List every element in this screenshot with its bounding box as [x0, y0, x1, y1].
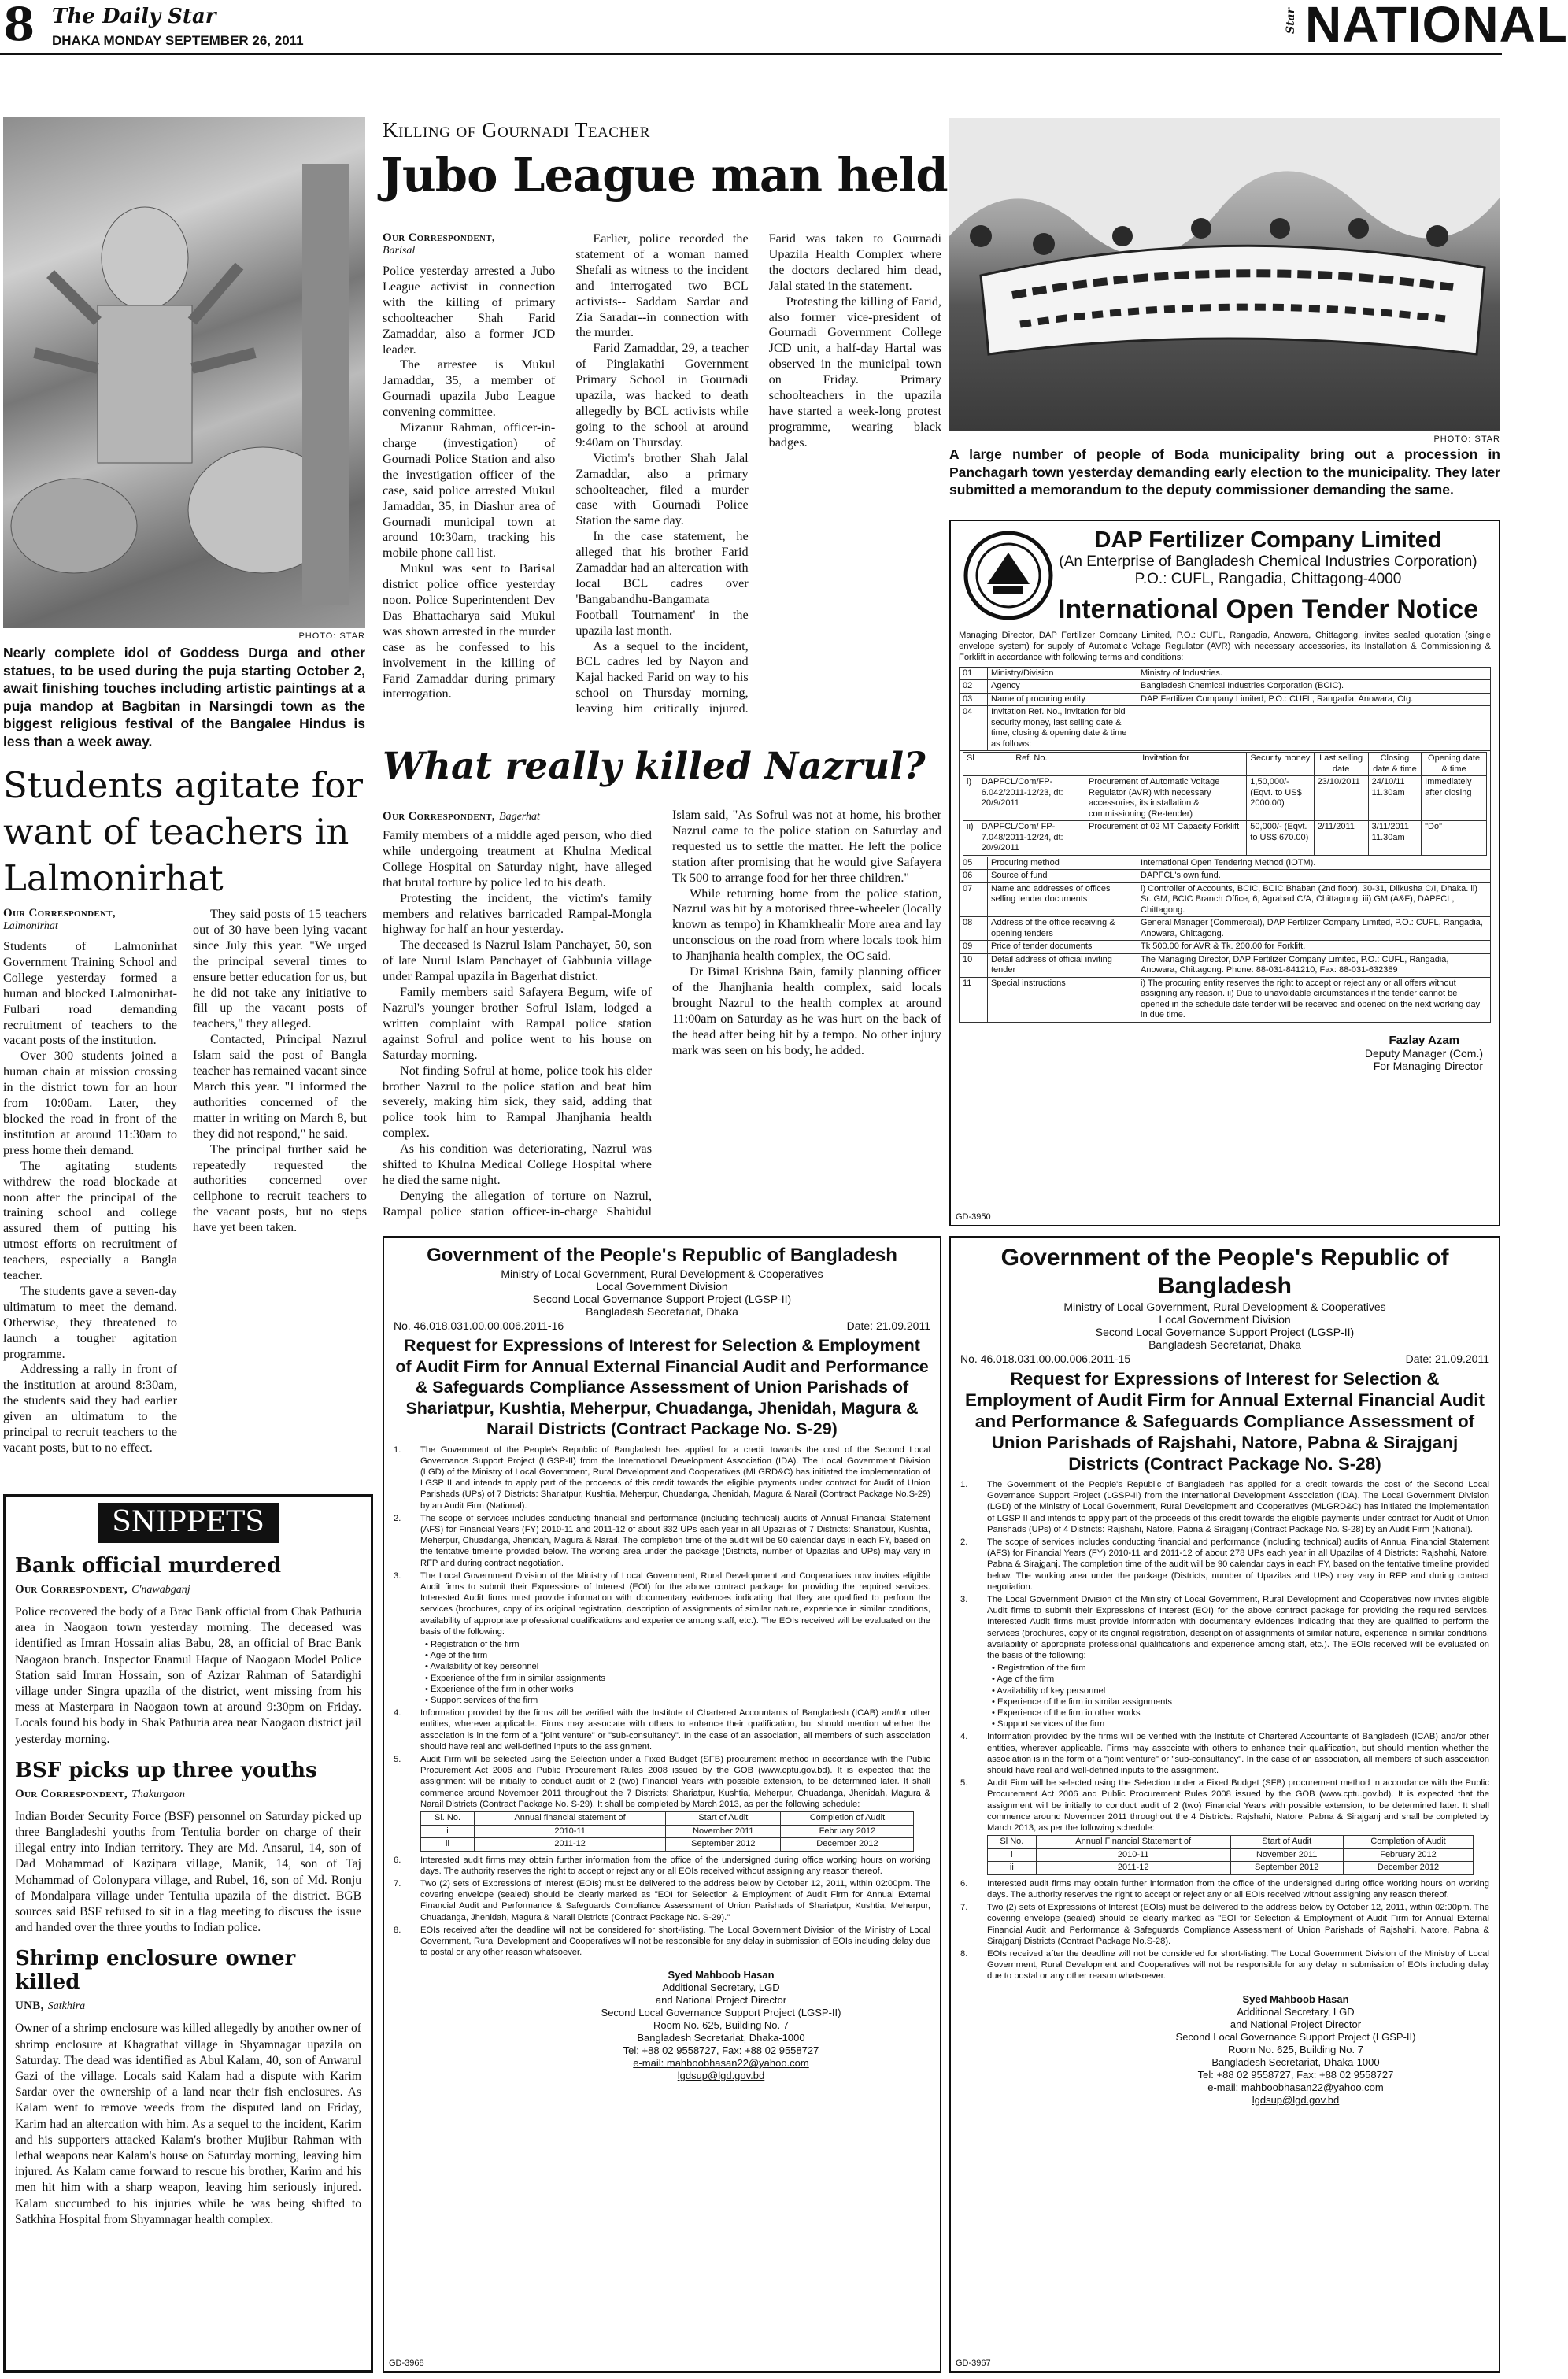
ad-schedule-table	[987, 1835, 1474, 1875]
durga-idol-illustration	[3, 117, 365, 628]
clause-number: 2.	[960, 1537, 968, 1548]
inner-table-cell	[960, 751, 1491, 857]
dap-sig-title1: Deputy Manager (Com.)	[1364, 1046, 1483, 1060]
paragraph: While returning home from the police station, Nazrul was hit by a motorised three-wheeler (locally known as tempo) in Khamkhealir More area and lay unconscious on the road from where locals took him to Jhanjhania health complex, the OC said.	[672, 886, 941, 964]
table-cell: Procurement of 02 MT Capacity Forklift	[1085, 821, 1247, 856]
criteria-item: • Support services of the firm	[992, 1719, 1105, 1730]
dap-subtitle: (An Enterprise of Bangladesh Chemical Industries Corporation)	[1059, 553, 1477, 570]
nazrul-story	[383, 808, 941, 1234]
ad-project: Second Local Governance Support Project (LGSP-II)	[1095, 1326, 1355, 1338]
paragraph: Addressing a rally in front of the institution at around 8:30am, the students said they had earlier given an ultimatum to the principal to recruit teachers to the vacant posts, but to no effect.	[3, 1362, 177, 1455]
table-row	[960, 857, 1491, 870]
table-row	[960, 941, 1491, 954]
clause-number: 4.	[960, 1732, 968, 1742]
clause-number: 8.	[960, 1949, 968, 1959]
clause-number: 1.	[394, 1445, 401, 1455]
row-number: 05	[960, 857, 988, 870]
header-cell: Sl. No.	[421, 1812, 475, 1826]
ad-division: Local Government Division	[596, 1280, 728, 1293]
paragraph: The principal further said he repeatedly requested the authorities concerned over cellphone to recruit teachers to the vacant posts, but no steps have yet been taken.	[193, 1141, 367, 1235]
row-number: 09	[960, 941, 988, 954]
snippet-byline-line	[15, 1997, 361, 2013]
row-label: Price of tender documents	[988, 941, 1137, 954]
table-row	[960, 870, 1491, 883]
paragraph: Farid Zamaddar, 29, a teacher of Pinglakathi Government Primary School in Gournadi upazila, was hacked to death allegedly by BCL activists while going to the school at around 9:40am on Thursday.	[575, 341, 749, 450]
signature-line: Second Local Governance Support Project (LGSP-II)	[601, 2007, 841, 2019]
durga-idol-photo	[3, 117, 365, 628]
ad-clause	[394, 1855, 930, 1877]
clause-text: The Government of the People's Republic of Bangladesh has applied for a credit towards the cost of the Second Local Governance Support Project (LGSP-II) from the International Development Association (IDA). The Local Government Division (LGD) of the Ministry of Local Government, Rural Development and Cooperatives (MLGRD&C) has initiated the implementation of LGSP II and intends to apply part of the proceeds of this credit towards the eligible payments under contract for Audit of Union Parishads (UPs) of 7 Districts: Shariatpur, Kushtia, Meherpur, Chuadanga, Jhenidah, Magura & Narail (Contract Package No.S-29) by an Audit Firm (National).	[420, 1445, 930, 1511]
signature-line: e-mail: mahboobhasan22@yahoo.com	[1207, 2081, 1384, 2093]
header-cell: Start of Audit	[1230, 1836, 1343, 1849]
ad-secretariat: Bangladesh Secretariat, Dhaka	[1148, 1338, 1301, 1351]
table-header	[988, 1836, 1474, 1849]
row-value: Bangladesh Chemical Industries Corporation (BCIC).	[1137, 680, 1491, 694]
table-cell: November 2011	[1230, 1848, 1343, 1862]
row-label: Address of the office receiving & opening tenders	[988, 917, 1137, 941]
table-cell: DAPFCL/Com/ FP-7.048/2011-12/24, dt: 20/9/2011	[978, 821, 1085, 856]
paragraph: Protesting the incident, the victim's family members and relatives barricaded Rampal-Mongla highway for half an hour yesterday.	[383, 890, 652, 937]
ad-signature-block	[512, 1969, 930, 2082]
signature-line: Additional Secretary, LGD	[1237, 2005, 1355, 2018]
snippet-text: Owner of a shrimp enclosure was killed allegedly by another owner of shrimp enclosure at Khagrathat village in Shyamnagar upazila on Saturday. The dead was identified as Abul Kalam, 40, son of Anwarul Gazi of the village. Locals said Kalam had a dispute with Karim Sardar over the ownership of a land near their fish enclosures. As Kalam went to remove weeds from the disputed land on Friday, Karim had an altercation with him. As a sequel to the incident, Karim and his supporters attacked Kalam's brother Mujibur Rahman with lethal weapons near Kalam's house on Saturday morning, leaving him injured. As Kalam came forward to rescue his brother, Karim and his men hit him with a sharp weapon, leaving him seriously injured. Kalam succumbed to his injuries while he was being shifted to Satkhira Hospital from Shyamnagar health complex.	[15, 2022, 361, 2226]
table-row	[421, 1825, 914, 1838]
paragraph: They said posts of 15 teachers out of 30 have been lying vacant since July this year. "We urged the principal several times to ensure better education for us, but he did not take any initiative to fill up the vacant posts of teachers," they alleged.	[193, 907, 367, 1031]
header-cell: Closing date & time	[1368, 753, 1421, 776]
clause-number: 7.	[960, 1903, 968, 1913]
row-value: Tk 500.00 for AVR & Tk. 200.00 for Forklift.	[1137, 941, 1491, 954]
row-label: Special instructions	[988, 977, 1137, 1022]
table-cell: 2011-12	[1036, 1862, 1230, 1875]
table-row	[960, 667, 1491, 680]
snippet-byline: Our Correspondent,	[15, 1787, 128, 1800]
snippet-text: Police recovered the body of a Brac Bank official from Chak Pathuria area in Naogaon town yesterday morning. The deceased was identified as Imran Hossain alias Babu, 28, an official of Brac Bank Naogaon branch. Inspector Enamul Haque of Naogaon Model Police Station said Imran Hossain, son of Azizar Rahman of Satardighi village under Singra upazila of the district, went missing from his mess at Masterpara in Naogaon town at around 9:30pm on Friday. Locals found his body in Shak Pathuria area near Naogaon district jail yesterday morning.	[15, 1605, 361, 1746]
signature-line: Syed Mahboob Hasan	[1242, 1992, 1349, 2005]
ad-clause	[394, 1754, 930, 1810]
ad-clause	[960, 1878, 1489, 1900]
paragraph: Victim's brother Shah Jalal Zamaddar, also a primary schoolteacher, filed a murder case with Gournadi Police Station the same day.	[575, 450, 749, 528]
table-row	[963, 776, 1487, 821]
table-row	[988, 1862, 1474, 1875]
row-number: 03	[960, 693, 988, 706]
row-number: 04	[960, 706, 988, 751]
clause-text: The Government of the People's Republic of Bangladesh has applied for a credit towards the cost of the Second Local Governance Support Project (LGSP-II) from the International Development Association (IDA). The Local Government Division (LGD) of the Ministry of Local Government, Rural Development and Cooperatives (MLGRD&C) has initiated the implementation of LGSP II and intends to apply part of the proceeds of this credit towards the eligible payments under contract for Audit of Union Parishads (UPs) of 4 Districts: Rajshahi, Natore, Pabna & Sirajganj (Contract Package No. S-28) by an Audit Firm (National).	[987, 1480, 1489, 1534]
ad-clause	[960, 1948, 1489, 1982]
ad-division: Local Government Division	[1159, 1313, 1291, 1326]
paper-logo: The Daily Star	[52, 5, 216, 28]
row-number: 02	[960, 680, 988, 694]
table-row	[421, 1838, 914, 1852]
criteria-item: • Age of the firm	[425, 1651, 488, 1661]
ad-date: Date: 21.09.2011	[846, 1319, 930, 1332]
students-body	[3, 907, 367, 1466]
clause-text: EOIs received after the deadline will not be considered for short-listing. The Local Government Division of the Ministry of Local Government, Rural Development and Cooperatives will not be responsible for any delay in submission of EOIs including delay due to postal or any other reason whatsoever.	[987, 1949, 1489, 1981]
ad-criteria-list	[394, 1639, 930, 1706]
dap-signatory: Fazlay Azam	[1389, 1033, 1459, 1047]
table-cell: i	[988, 1848, 1037, 1862]
paragraph: Protesting the killing of Farid, also former vice-president of Gournadi Government College JCD unit, a half-day Hartal was observed in the municipal town on Friday. Primary schoolteachers in the upazila have started a week-long protest programme, wearing black badges.	[768, 294, 941, 450]
table-cell: Immediately after closing	[1422, 776, 1487, 821]
students-headline: Students agitate for want of teachers in Lalmonirhat	[3, 764, 364, 899]
paragraph: As a sequel to the incident, BCL cadres led by Nayon and Kajal hacked Farid on way to his school on Thursday morning, leaving him critically injured. Farid was taken to Gournadi Upazila Health Complex where the doctors declared him dead, Jalal stated in the statement.	[575, 231, 941, 716]
procession-photo-credit: PHOTO: STAR	[1433, 435, 1500, 444]
dateline: DHAKA MONDAY SEPTEMBER 26, 2011	[52, 33, 304, 48]
jubo-headline: Jubo League man held	[381, 148, 948, 202]
clause-number: 1.	[960, 1480, 968, 1489]
table-cell: September 2012	[666, 1838, 781, 1852]
snippets-box	[3, 1494, 373, 2373]
snippet-byline-line	[15, 1785, 361, 1801]
section-title: NATIONAL	[1305, 0, 1568, 53]
paragraph: Family members of a middle aged person, who died while undergoing treatment at Khulna Medical College Hospital on Saturday night, have alleged that brutal torture by police led to his death.	[383, 828, 652, 890]
ad-clause	[394, 1571, 930, 1637]
criteria-item: • Support services of the firm	[425, 1695, 538, 1705]
nazrul-body	[383, 808, 941, 1234]
clause-number: 8.	[394, 1925, 401, 1935]
paragraph: Police yesterday arrested a Jubo League activist in connection with the killing of primary schoolteacher Shah Farid Zamaddar, also a former JCD leader.	[383, 264, 556, 357]
clause-number: 2.	[394, 1513, 401, 1523]
row-number: 10	[960, 953, 988, 977]
paragraph: Mizanur Rahman, officer-in-charge (investigation) of Gournadi Police Station and also the investigation officer of the case, said police arrested Mukul Jamaddar, 35, in Diashur area of Gournadi municipal town at around 10:30am, tracking his mobile phone call list.	[383, 420, 556, 561]
table-cell: December 2012	[1343, 1862, 1473, 1875]
table-cell: 50,000/- (Eqvt. to US$ 670.00)	[1247, 821, 1314, 856]
header-cell: Sl No.	[988, 1836, 1037, 1849]
table-cell: 2010-11	[1036, 1848, 1230, 1862]
procession-photo-caption: A large number of people of Boda municipality bring out a procession in Panchagarh town yesterday demanding early election to the municipality. They later submitted a memorandum to the deputy commissioner demanding the same.	[949, 446, 1500, 498]
snippet-byline: Our Correspondent,	[15, 1583, 128, 1596]
table-cell: 2011-12	[475, 1838, 666, 1852]
table-row	[960, 693, 1491, 706]
ad-heading: Request for Expressions of Interest for Selection & Employment of Audit Firm for Annual External Financial Audit and Performance & Safeguards Compliance Assessment of Union Parishads of Rajshahi, Natore, Pabna & Sirajganj Districts (Contract Package No. S-28)	[964, 1369, 1485, 1474]
paragraph: Family members said Safayera Begum, wife of Nazrul's younger brother Sofrul Islam, lodged a written complaint with Rampal police station against Sofrul and police went to his house on Saturday morning.	[383, 985, 652, 1062]
clause-number: 3.	[394, 1571, 401, 1581]
table-cell: DAPFCL/Com/FP-6.042/2011-12/23, dt: 20/9/2011	[978, 776, 1085, 821]
lgsp-s28-ad	[949, 1236, 1500, 2373]
signature-line: and National Project Director	[655, 1994, 787, 2007]
snippets-title: SNIPPETS	[98, 1503, 279, 1543]
clause-number: 5.	[960, 1778, 968, 1789]
clause-text: Information provided by the firms will be verified with the Institute of Chartered Accountants of Bangladesh (ICAB) and/or other entities, wherever applicable. Firms may associate with others to enhance their qualification, but should mention whether the association is in the form of a "joint venture" or "sub-consultancy". In the case of an association, all members of such association should have real and well-defined inputs to the assignment.	[420, 1708, 930, 1752]
row-number: 06	[960, 870, 988, 883]
ad-clause	[960, 1778, 1489, 1833]
table-row	[963, 821, 1487, 856]
criteria-item: • Experience of the firm in similar assignments	[992, 1696, 1172, 1707]
snippet-text: Indian Border Security Force (BSF) personnel on Saturday picked up three Bangladeshi youths from Tentulia border on charge of their illegal entry into Indian territory. They are Md. Ansarul, 14, son of Dad Mohammad of Kazipara village, Manik, 14, son of Taj Mohammad of Colonypara village, and Rubel, 16, son of Md. Ronju of Mondalpara village under Tentulia upazila of the district. BGB sources said BSF refused to sit in a flag meeting to discuss the issue and handed over the three youths to Indian police.	[15, 1809, 361, 1935]
row-value: i) Controller of Accounts, BCIC, BCIC Bhaban (2nd floor), 30-31, Dilkusha C/I, Dhaka. ii) Sr. GM, BCIC Branch Office, 6, Agrabad C/A, Chittagong. iii) GM (A&F), DAPFCL, Chittagong.	[1137, 882, 1491, 917]
criteria-item: • Experience of the firm in other works	[425, 1684, 574, 1694]
clause-text: The Local Government Division of the Ministry of Local Government, Rural Development and Cooperatives now invites eligible Audit firms to submit their Expressions of Interest (EOI) for the above contract package for providing the required services. Interested Audit firms must provide information with documentary evidences indicating that they are qualified to perform the services (brochures, copy of its original registration, description of assignments of similar nature, experience in similar conditions, availability of appropriate professional qualifications and experience among staff, etc.). The EOIs received will be evaluated on the basis of the following:	[987, 1595, 1489, 1661]
table-cell: Procurement of Automatic Voltage Regulator (AVR) with necessary accessories, its installation & commissioning (Re-tender)	[1085, 776, 1247, 821]
clause-text: Interested audit firms may obtain further information from the office of the undersigned during office working hours on working days. The authority reserves the right to accept or reject any or all EOIs received without assigning any reason thereof.	[420, 1855, 930, 1876]
snippet-place: Thakurgaon	[131, 1788, 185, 1800]
criteria-item: • Experience of the firm in other works	[992, 1708, 1141, 1719]
paragraph: In the case statement, he alleged that his brother Farid Zamaddar had an altercation with local BCL cadres over 'Bangabandhu-Bangamata Football Tournament' in the upazila last month.	[575, 529, 749, 638]
dap-bid-table	[963, 752, 1487, 856]
row-value: DAP Fertilizer Company Limited, P.O.: CUFL, Rangadia, Anowara, Ctg.	[1137, 693, 1491, 706]
clause-text: The scope of services includes conducting financial and performance (including technical) audits of Annual Financial Statement (AFS) for Financial Years (FY) 2010-11 and 2011-12 of about 332 UPs each year in all Upazilas of 7 Districts: Shariatpur, Kushtia, Meherpur, Chuadanga, Jhenidah, Magura & Narail. The completion time of the audit will be 90 calendar days in each FY, based on the tentative timeline provided below. The working area under the package (Districts, number of Upazilas and UPs) may vary in RFP and during contract negotiation.	[420, 1513, 930, 1568]
clause-number: 7.	[394, 1878, 401, 1889]
row-label: Ministry/Division	[988, 667, 1137, 680]
clause-text: Two (2) sets of Expressions of Interest (EOIs) must be delivered to the address below by October 12, 2011, within 02:00pm. The covering envelope (sealed) should be clearly marked as "EOI for Selection & Employment of Audit Firm for Annual External Financial Audit and Performance & Safeguards Compliance Assessment of Union Parishads of Shariatpur, Kushtia, Meherpur, Chuadanga, Jhenidah, Magura & Narail Districts (Contract Package No. S-29)."	[420, 1878, 930, 1922]
jubo-body	[383, 231, 941, 720]
ad-project: Second Local Governance Support Project (LGSP-II)	[532, 1293, 792, 1305]
inner-table-row	[960, 751, 1491, 857]
clause-text: Information provided by the firms will be verified with the Institute of Chartered Accountants of Bangladesh (ICAB) and/or other entities, wherever applicable. Firms may associate with others to enhance their qualification, but should mention whether the association is in the form of a "joint venture" or "sub-consultancy". In the case of an association, all members of such association should have real and well-defined inputs to the assignment.	[987, 1732, 1489, 1776]
students-byline: Our Correspondent,	[3, 907, 116, 919]
table-row	[960, 977, 1491, 1022]
paragraph: Earlier, police recorded the statement of a woman named Shefali as witness to the incident and interrogated two BCL activists-- Saddam Sardar and Zia Saradar--in connection with the murder.	[575, 231, 749, 340]
dap-notice-title: International Open Tender Notice	[1058, 594, 1478, 624]
nazrul-byline: Our Correspondent,	[383, 810, 495, 823]
procession-photo	[949, 118, 1500, 431]
clause-text: Audit Firm will be selected using the Selection under a Fixed Budget (SFB) procurement method in accordance with the Public Procurement Act 2006 and Public Procurement Rules 2008 issued by the GOB (www.cptu.gov.bd). It is expected that the assignment will be initially to conduct audit of 2 (two) Financial Years with possible extension, to be determined later. It shall commence around November 2011 throughout the 4 Districts: Rajshahi, Natore, Pabna & Sirajganj and shall be completed by March 2013, as per the following schedule:	[987, 1778, 1489, 1833]
clause-number: 6.	[394, 1855, 401, 1865]
table-cell: 1,50,000/- (Eqvt. to US$ 2000.00)	[1247, 776, 1314, 821]
ad-heading: Request for Expressions of Interest for Selection & Employment of Audit Firm for Annual External Financial Audit and Performance & Safeguards Compliance Assessment of Union Parishads of Shariatpur, Kushtia, Meherpur, Chuadanga, Jhenidah, Magura & Narail Districts (Contract Package No. S-29)	[395, 1336, 929, 1438]
header-cell: Last selling date	[1314, 753, 1368, 776]
snippet-headline: Shrimp enclosure owner killed	[15, 1947, 296, 1995]
ad-title: Government of the People's Republic of Bangladesh	[1000, 1245, 1449, 1299]
row-label: Detail address of official inviting tender	[988, 953, 1137, 977]
table-cell: i	[421, 1825, 475, 1838]
paragraph: Contacted, Principal Nazrul Islam said the post of Bangla teacher has remained vacant since March this year. "I informed the authorities concerned of the matter in writing on March 8, but they did not respond," he said.	[193, 1032, 367, 1141]
header-cell: Invitation for	[1085, 753, 1247, 776]
snippet-byline: UNB,	[15, 2000, 44, 2013]
clause-text: Interested audit firms may obtain further information from the office of the undersigned during office working hours on working days. The authority reserves the right to accept or reject any or all EOIs received without assigning any reason thereof.	[987, 1878, 1489, 1900]
ad-ref-line	[960, 1352, 1489, 1365]
row-label: Agency	[988, 680, 1137, 694]
signature-line: Second Local Governance Support Project (LGSP-II)	[1175, 2030, 1416, 2043]
paragraph: Denying the allegation of torture on Nazrul, Rampal police station officer-in-charge Shahidul Islam said, "As Sofrul was not at home, his brother Nazrul came to the police station on Saturday and requested us to settle the matter. He left the police station after promising that he would give Safayera Tk 500 to arrange food for her three children."	[383, 808, 941, 1219]
row-label: Procuring method	[988, 857, 1137, 870]
ad-date: Date: 21.09.2011	[1405, 1352, 1489, 1365]
ad-clause	[960, 1731, 1489, 1776]
page-number: 8	[3, 0, 35, 51]
paragraph: Not finding Sofrul at home, police took his elder brother Nazrul to the police station and beat him severely, making him sick, they said, adding that police took him to Rampal Jhanjhania health complex.	[383, 1063, 652, 1141]
durga-photo-caption: Nearly complete idol of Goddess Durga and other statues, to be used during the puja starting October 2, await finishing touches including artistic paintings at a puja mandop at Bagbitan in Narsingdi town as the biggest religious festival of the Bangalee Hindus is less than a week away.	[3, 645, 365, 749]
paragraph: Mukul was sent to Barisal district police office yesterday noon. Police Superintendent Dev Das Bhattacharya said Mukul was shown arrested in the murder case as he confessed to his involvement in the killing of Farid Zamaddar during primary interrogation.	[383, 561, 556, 701]
row-number: 11	[960, 977, 988, 1022]
snippet-place: Satkhira	[47, 2000, 86, 2013]
criteria-item: • Availability of key personnel	[425, 1662, 539, 1672]
snippets-list	[15, 1554, 361, 2228]
clause-text: The Local Government Division of the Ministry of Local Government, Rural Development and Cooperatives now invites eligible Audit firms to submit their Expressions of Interest (EOI) for the above contract package for providing the required services. Interested Audit firms must provide information with documentary evidences indicating that they are qualified to perform the services (brochures, copy of its original registration, description of assignments of similar nature, experience in similar conditions, availability of appropriate professional qualifications and experience among staff, etc.). The EOIs received will be evaluated on the basis of the following:	[420, 1571, 930, 1637]
jubo-byline: Our Correspondent,	[383, 231, 495, 244]
row-value: i) The procuring entity reserves the right to accept or reject any or all offers without assigning any reason. ii) Due to unavoidable circumstances if the tender cannot be opened in the schedule date tender will be received and opened on the next working day in due time.	[1137, 977, 1491, 1022]
table-cell: ii)	[963, 821, 978, 856]
paragraph: The students gave a seven-day ultimatum to meet the demand. Otherwise, they threatened to launch a tougher agitation programme.	[3, 1283, 177, 1361]
ad-clause	[394, 1707, 930, 1752]
ad-ministry: Ministry of Local Government, Rural Development & Cooperatives	[1063, 1300, 1386, 1313]
dap-address: P.O.: CUFL, Rangadia, Chittagong-4000	[1134, 571, 1402, 587]
snippet-headline: BSF picks up three youths	[15, 1758, 317, 1782]
table-cell: ii	[421, 1838, 475, 1852]
table-cell: i)	[963, 776, 978, 821]
signature-line: e-mail: mahboobhasan22@yahoo.com	[633, 2057, 809, 2070]
ad-criteria-list	[960, 1663, 1489, 1730]
row-number: 08	[960, 917, 988, 941]
ad-code: GD-3968	[389, 2359, 424, 2368]
table-cell: "Do"	[1422, 821, 1487, 856]
table-cell: 3/11/2011 11.30am	[1368, 821, 1421, 856]
table-cell: 24/10/11 11.30am	[1368, 776, 1421, 821]
table-header	[421, 1812, 914, 1826]
ad-signature-block	[1102, 1993, 1489, 2107]
ad-code: GD-3967	[956, 2359, 991, 2368]
table-header	[963, 753, 1487, 776]
signature-line: lgdsup@lgd.gov.bd	[1252, 2093, 1340, 2106]
signature-line: Additional Secretary, LGD	[662, 1981, 780, 1994]
nazrul-headline: What really killed Nazrul?	[383, 745, 926, 788]
header-cell: Security money	[1247, 753, 1314, 776]
table-cell: February 2012	[1343, 1848, 1473, 1862]
jubo-story	[383, 231, 941, 720]
criteria-item: • Registration of the firm	[425, 1639, 520, 1649]
dap-company-name: DAP Fertilizer Company Limited	[1094, 527, 1442, 553]
table-cell: ii	[988, 1862, 1037, 1875]
procession-illustration	[949, 118, 1500, 431]
row-value: General Manager (Commercial), DAP Fertilizer Company Limited, P.O.: CUFL, Rangadia, Anowara, Chittagong.	[1137, 917, 1491, 941]
lgsp-s29-ad	[383, 1236, 941, 2373]
table-cell: February 2012	[781, 1825, 914, 1838]
signature-line: Syed Mahboob Hasan	[668, 1969, 775, 1981]
row-value: The Managing Director, DAP Fertilizer Company Limited, P.O.: CUFL, Rangadia, Anowara, Chittagong. Phone: 88-031-841210, Fax: 88-031-632389	[1137, 953, 1491, 977]
ad-clause	[960, 1902, 1489, 1947]
header-cell: Start of Audit	[666, 1812, 781, 1826]
table-row	[960, 680, 1491, 694]
header-cell: Annual Financial Statement of	[1036, 1836, 1230, 1849]
paragraph: Students of Lalmonirhat Government Training School and College yesterday formed a human and blocked Lalmonirhat-Fulbari road demanding recruitment of teachers to the vacant posts of the institution.	[3, 939, 177, 1048]
ad-ministry: Ministry of Local Government, Rural Development & Cooperatives	[501, 1267, 823, 1280]
paragraph: Dr Bimal Krishna Bain, family planning officer of the Jhanjhania health complex, said locals brought Nazrul to the health complex at around 11:00am on Saturday as he was hurt on the back of the head after being hit by a tempo. No other injury mark was seen on his body, he added.	[672, 964, 941, 1057]
signature-line: Bangladesh Secretariat, Dhaka-1000	[637, 2032, 805, 2044]
durga-photo-credit: PHOTO: STAR	[298, 631, 365, 641]
table-cell: 2/11/2011	[1314, 821, 1368, 856]
table-cell: November 2011	[666, 1825, 781, 1838]
dap-logo-icon	[962, 529, 1055, 622]
ad-ref-number: No. 46.018.031.00.00.006.2011-16	[394, 1319, 564, 1332]
snippet-place: C'nawabganj	[131, 1584, 190, 1596]
clause-number: 4.	[394, 1708, 401, 1719]
paragraph: The deceased is Nazrul Islam Panchayet, 50, son of late Nurul Islam Panchayet of Gabbunia village under Rampal upazila in Bagerhat district.	[383, 938, 652, 984]
signature-line: Room No. 625, Building No. 7	[1228, 2043, 1363, 2055]
ad-ref-number: No. 46.018.031.00.00.006.2011-15	[960, 1352, 1131, 1365]
ad-clause	[394, 1878, 930, 1923]
snippet-headline: Bank official murdered	[15, 1554, 282, 1578]
students-place: Lalmonirhat	[3, 920, 58, 932]
dap-tender-ad	[949, 520, 1500, 1226]
signature-line: Tel: +88 02 9558727, Fax: +88 02 9558727	[623, 2044, 819, 2057]
table-cell: 23/10/2011	[1314, 776, 1368, 821]
signature-line: Tel: +88 02 9558727, Fax: +88 02 9558727	[1197, 2068, 1394, 2081]
ad-ref-line	[394, 1319, 930, 1332]
signature-line: lgdsup@lgd.gov.bd	[677, 2070, 765, 2082]
clause-number: 5.	[394, 1754, 401, 1764]
ad-schedule-table	[420, 1811, 914, 1852]
table-cell: September 2012	[1230, 1862, 1343, 1875]
paragraph: The arrestee is Mukul Jamaddar, 35, a member of Gournadi upazila Jubo League convening committee.	[383, 357, 556, 420]
row-label: Source of fund	[988, 870, 1137, 883]
header-cell: Sl	[963, 753, 978, 776]
row-value: Ministry of Industries.	[1137, 667, 1491, 680]
header-cell: Completion of Audit	[781, 1812, 914, 1826]
clause-text: Two (2) sets of Expressions of Interest (EOIs) must be delivered to the address below by October 12, 2011, within 02:00pm. The covering envelope (sealed) should be clearly marked as "EOI for Selection & Employment of Audit Firm for Annual External Financial Audit and Performance & Safeguards Compliance Assessment of Union Parishads of Rajshahi, Natore, Pabna & Sirajganj Districts (Contract Package No.S-28).	[987, 1903, 1489, 1946]
ad-clause	[394, 1925, 930, 1959]
signature-line: and National Project Director	[1230, 2018, 1362, 2030]
snippet-byline-line	[15, 1581, 361, 1596]
criteria-item: • Experience of the firm in similar assignments	[425, 1673, 605, 1683]
table-row	[988, 1848, 1474, 1862]
ad-clause	[394, 1513, 930, 1569]
table-row	[960, 706, 1491, 751]
clause-text: The scope of services includes conducting financial and performance (including technical) audits of Annual Financial Statement (AFS) for Financial Years (FY) 2010-11 and 2011-12 of about 278 UPs each year in all Upazilas of 4 Districts: Rajshahi, Natore, Pabna & Sirajganj. The completion time of the audit will be 90 calendar days in each FY, based on the tentative timeline provided below. The working area under the package (Districts, number of Upazilas and UPs) may vary in RFP and during contract negotiation.	[987, 1537, 1489, 1592]
criteria-item: • Registration of the firm	[992, 1663, 1086, 1674]
ad-clause	[394, 1445, 930, 1511]
row-value: International Open Tendering Method (IOTM).	[1137, 857, 1491, 870]
table-row	[960, 953, 1491, 977]
jubo-kicker: Killing of Gournadi Teacher	[383, 118, 650, 142]
row-value	[1137, 706, 1491, 751]
row-value: DAPFCL's own fund.	[1137, 870, 1491, 883]
criteria-item: • Availability of key personnel	[992, 1685, 1106, 1696]
header-cell: Ref. No.	[978, 753, 1085, 776]
ad-clause	[960, 1594, 1489, 1661]
ad-title: Government of the People's Republic of Bangladesh	[427, 1245, 897, 1266]
nazrul-place: Bagerhat	[499, 811, 540, 823]
table-row	[960, 917, 1491, 941]
row-label: Invitation Ref. No., invitation for bid security money, last selling date & time, closing & opening date & time as follows:	[988, 706, 1137, 751]
table-row	[960, 882, 1491, 917]
paragraph: The agitating students withdrew the road blockade at noon after the principal of the training school and college assured them of putting his utmost efforts on recruitment of teachers, especially a Bangla teacher.	[3, 1158, 177, 1283]
row-label: Name of procuring entity	[988, 693, 1137, 706]
dap-sig-title2: For Managing Director	[1373, 1059, 1483, 1072]
dap-terms-table	[959, 667, 1491, 1023]
clause-number: 6.	[960, 1878, 968, 1889]
header-cell: Completion of Audit	[1343, 1836, 1473, 1849]
row-number: 07	[960, 882, 988, 917]
section-star-logo: Star	[1285, 8, 1297, 35]
clause-text: EOIs received after the deadline will not be considered for short-listing. The Local Government Division of the Ministry of Local Government, Rural Development and Cooperatives will not be responsible for any delay in submission of EOIs including delay due to postal or any other reason whatsoever.	[420, 1925, 930, 1958]
ad-secretariat: Bangladesh Secretariat, Dhaka	[586, 1305, 738, 1318]
dap-ad-code: GD-3950	[956, 1212, 991, 1222]
jubo-place: Barisal	[383, 245, 416, 257]
table-cell: 2010-11	[475, 1825, 666, 1838]
criteria-item: • Age of the firm	[992, 1674, 1055, 1685]
paragraph: As his condition was deteriorating, Nazrul was shifted to Khulna Medical College Hospital where he died the same night.	[383, 1141, 652, 1187]
table-cell: December 2012	[781, 1838, 914, 1852]
ad-clause	[960, 1537, 1489, 1593]
ad-clause	[960, 1479, 1489, 1535]
row-label: Name and addresses of offices selling tender documents	[988, 882, 1137, 917]
header-cell: Opening date & time	[1422, 753, 1487, 776]
signature-line: Bangladesh Secretariat, Dhaka-1000	[1211, 2055, 1380, 2068]
row-number: 01	[960, 667, 988, 680]
dap-intro: Managing Director, DAP Fertilizer Company Limited, P.O.: CUFL, Rangadia, Anowara, Chittagong, invites sealed quotation (single envelope system) for supply of Automatic Voltage Regulator (AVR) with necessary accessories, its Installation & Commissioning & Forklift in accordance with following terms and conditions:	[959, 631, 1491, 663]
clause-number: 3.	[960, 1595, 968, 1605]
masthead	[0, 0, 1568, 55]
clause-text: Audit Firm will be selected using the Selection under a Fixed Budget (SFB) procurement method in accordance with the Public Procurement Act 2006 and Public Procurement Rules 2008 issued by the GOB (www.cptu.gov.bd). It is expected that the assignment will be initially to conduct audit of 2 (two) Financial Years with possible extension, to be determined later. It shall commence around November 2011 throughout the 7 Districts: Shariatpur, Kushtia, Meherpur, Chuadanga, Jhenidah, Magura & Narail Districts (Contract Package No. S-29). It shall be completed by March 2013, as per the following schedule:	[420, 1754, 930, 1809]
paragraph: Over 300 students joined a human chain at mission crossing in the district town for an hour from 10:00am. Later, they blocked the road in front of the institution at around 11:30am to press home their demand.	[3, 1049, 177, 1157]
header-cell: Annual financial statement of	[475, 1812, 666, 1826]
signature-line: Room No. 625, Building No. 7	[653, 2019, 789, 2032]
students-story	[3, 907, 367, 1466]
